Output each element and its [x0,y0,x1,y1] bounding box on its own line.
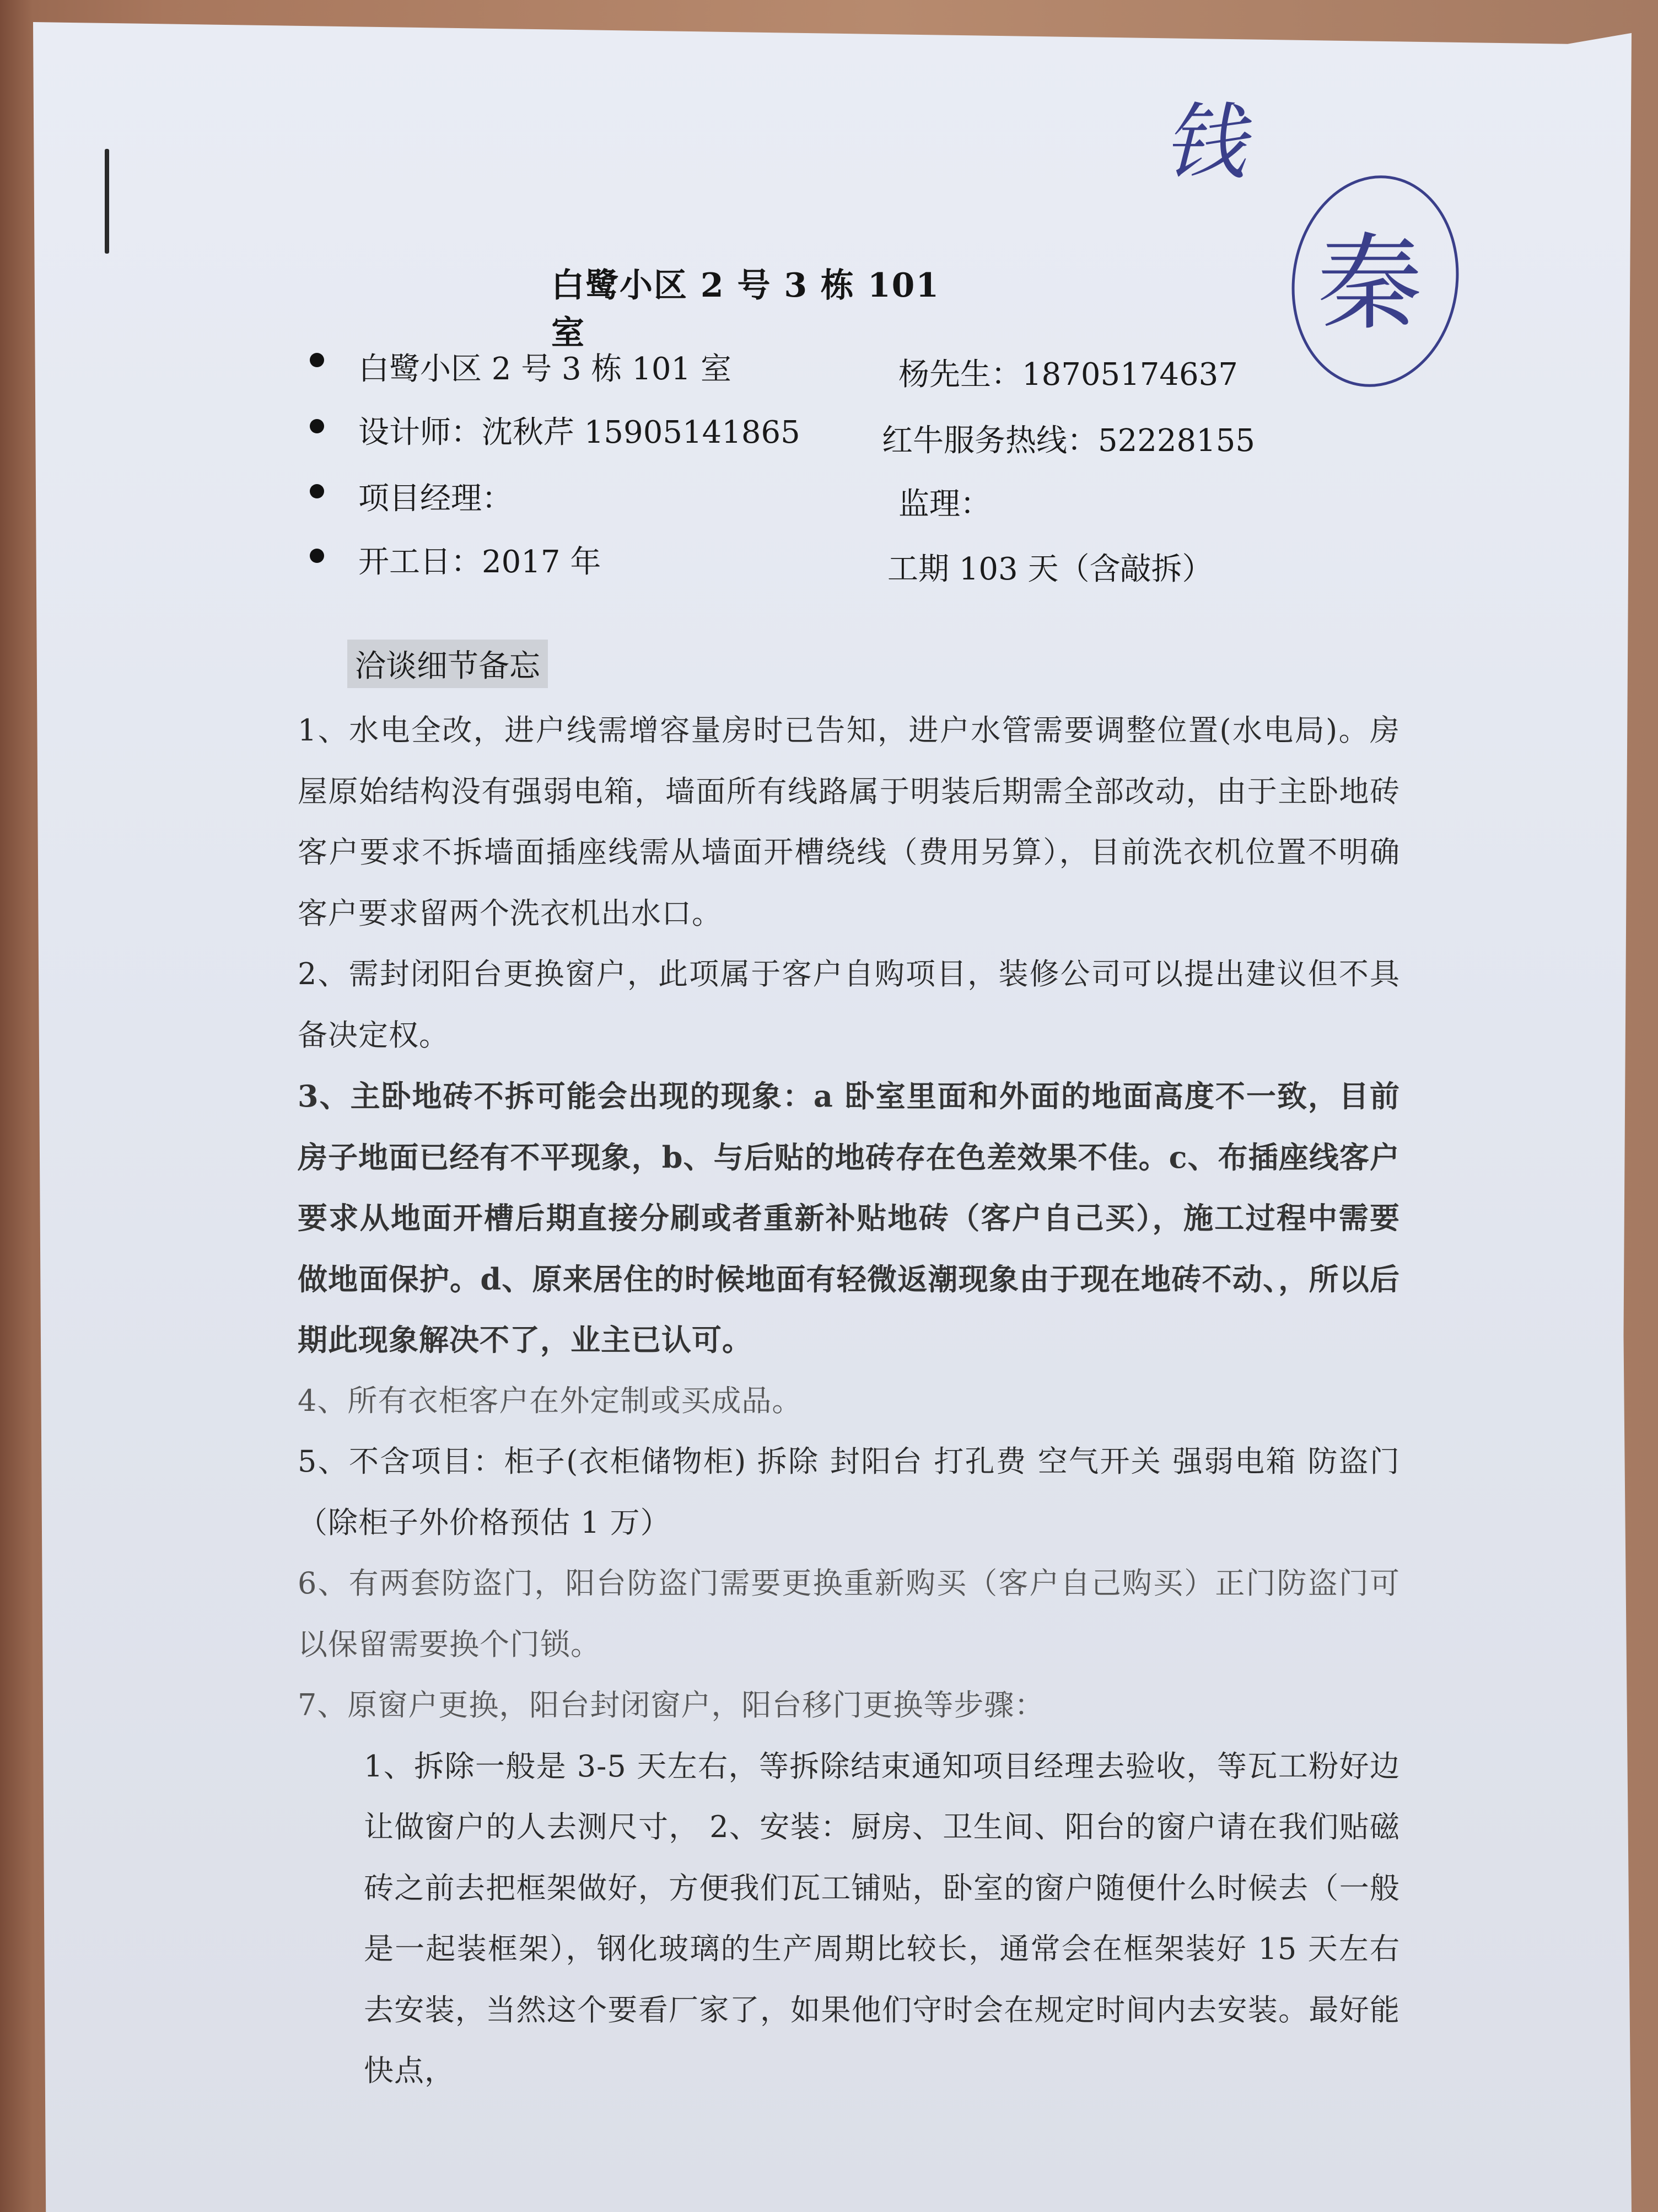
handwritten-note-text: 钱 [1163,95,1246,187]
page-title: 白鹭小区 2 号 3 栋 101 室 [551,266,940,352]
info-address: 白鹭小区 2 号 3 栋 101 室 [358,351,731,387]
memo-item-1: 1、水电全改，进户线需增容量房时已告知，进户水管需要调整位置(水电局)。房屋原始结构没有强弱电箱，墙面所有线路属于明装后期需全部改动，由于主卧地砖客户要求不拆墙面插座线需从墙面开槽绕线（费用另算），目前洗衣机位置不明确客户要求留两个洗衣机出水口。 [298,713,1400,931]
memo-item-2: 2、需封闭阳台更换窗户，此项属于客户自购项目，装修公司可以提出建议但不具备决定权。 [298,957,1400,1053]
info-start-date: 开工日：2017 年 [358,544,601,580]
info-duration: 工期 103 天（含敲拆） [887,551,1213,587]
bullet-icon [310,484,324,498]
bullet-icon [310,549,324,563]
staple [105,149,109,254]
memo-body [298,700,1400,2102]
memo-item-4: 4、所有衣柜客户在外定制或买成品。 [298,1383,803,1418]
bullet-icon [310,353,324,367]
info-designer: 设计师：沈秋芹 15905141865 [358,415,800,450]
memo-item-3: 3、主卧地砖不拆可能会出现的现象：a 卧室里面和外面的地面高度不一致，目前房子地面已经有不平现象，b、与后贴的地砖存在色差效果不佳。c、布插座线客户要求从地面开槽后期直接分刷或者重新补贴地砖（客户自己买），施工过程中需要做地面保护。d、原来居住的时候地面有轻微返潮现象由于现在地砖不动、，所以后期此现象解决不了，业主已认可。 [298,1078,1400,1357]
bullet-icon [310,419,324,433]
info-manager: 项目经理： [358,481,513,517]
info-hotline: 红牛服务热线：52228155 [882,423,1256,459]
info-customer: 杨先生：18705174637 [898,357,1238,393]
memo-item-7: 7、原窗户更换，阳台封闭窗户，阳台移门更换等步骤： [298,1688,1045,1722]
memo-item-6: 6、有两套防盗门，阳台防盗门需要更换重新购买（客户自己购买）正门防盗门可以保留需要换个门锁。 [298,1566,1400,1662]
circled-mark-text: 秦 [1317,223,1423,345]
info-supervisor: 监理： [898,486,991,522]
memo-item-7-steps: 1、拆除一般是 3-5 天左右，等拆除结束通知项目经理去验收，等瓦工粉好边让做窗户的人去测尺寸， 2、安装：厨房、卫生间、阳台的窗户请在我们贴磁砖之前去把框架做好，方便我们瓦工铺贴，卧室的窗户随便什么时候去（一般是一起装框架），钢化玻璃的生产周期比较长，通常会在框架装好 15 天左右去安装，当然这个要看厂家了，如果他们守时会在规定时间内去安装。最好能快点， [364,1748,1400,2088]
circled-handwritten-mark [1284,165,1466,397]
memo-item-5: 5、不含项目：柜子(衣柜储物柜) 拆除 封阳台 打孔费 空气开关 强弱电箱 防盗门（除柜子外价格预估 1 万） [298,1444,1400,1540]
section-heading: 洽谈细节备忘 [347,640,548,688]
